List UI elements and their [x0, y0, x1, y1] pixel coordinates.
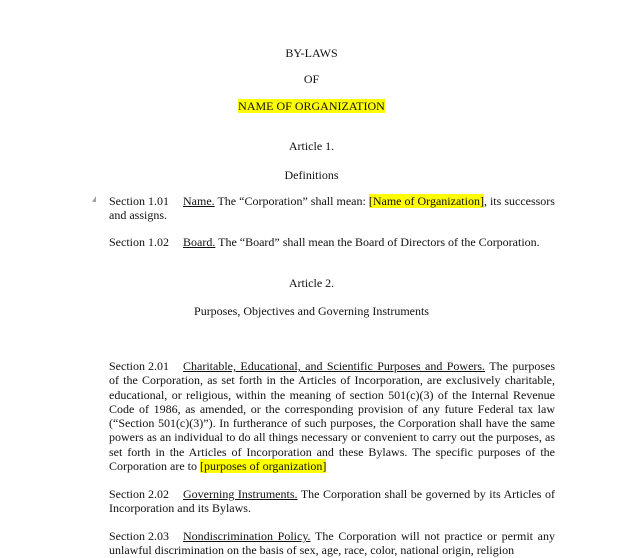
section-number: Section 2.03: [109, 529, 169, 543]
section-title: Name.: [183, 194, 215, 208]
section-text: The Corporation will not practice or permit any unlawful discrimination on the basis of sex, age, race, color, national origin, religion: [109, 529, 555, 558]
org-name-heading: [0, 99, 623, 113]
article-1-heading: Article 1.: [288, 139, 335, 153]
section-title: Nondiscrimination Policy.: [183, 529, 311, 543]
section-text: The “Corporation” shall mean:: [214, 194, 369, 208]
section-2-02: [109, 487, 555, 516]
section-number: Section 1.02: [109, 235, 169, 249]
section-1-02: [109, 235, 555, 249]
section-text: The purposes of the Corporation, as set forth in the Articles of Incorporation, are exclusively charitable, educational, or religious, within the meaning of section 501(c)(3) of the Internal Revenue Code of 1986, as amended, or the corresponding provision of any future Federal tax law (“Section 501(c)(3)”). In furtherance of such purposes, the Corporation shall have the same powers as an individual to do all things necessary or convenient to carry out the purposes, as set forth in the Articles of Incorporation and these Bylaws. The specific purposes of the Corporation are to: [109, 359, 555, 474]
paragraph-marker-icon: [92, 196, 96, 202]
section-text-end: , its successors and assigns.: [109, 194, 555, 223]
section-number: Section 2.01: [109, 359, 169, 373]
section-text: The Corporation shall be governed by its Articles of Incorporation and its Bylaws.: [109, 487, 555, 516]
article-1-subheading: Definitions: [284, 168, 339, 182]
section-title: Board.: [183, 235, 216, 249]
section-2-01: [109, 359, 555, 473]
section-title: Governing Instruments.: [183, 487, 298, 501]
purposes-placeholder: [purposes of organization]: [199, 459, 327, 474]
section-number: Section 2.02: [109, 487, 169, 501]
article-2-heading: Article 2.: [288, 276, 335, 290]
org-name-highlight: NAME OF ORGANIZATION: [238, 99, 385, 113]
section-2-03: [109, 529, 555, 558]
doc-title: BY-LAWS: [285, 46, 338, 60]
section-number: Section 1.01: [109, 194, 169, 208]
section-title: Charitable, Educational, and Scientific Purposes and Powers.: [183, 359, 486, 373]
section-text: The “Board” shall mean the Board of Directors of the Corporation.: [215, 235, 540, 249]
org-name-placeholder: [Name of Organization]: [368, 194, 484, 208]
article-2-subheading: Purposes, Objectives and Governing Instruments: [194, 304, 429, 318]
doc-title-of: OF: [303, 72, 320, 86]
section-1-01: [109, 194, 555, 223]
